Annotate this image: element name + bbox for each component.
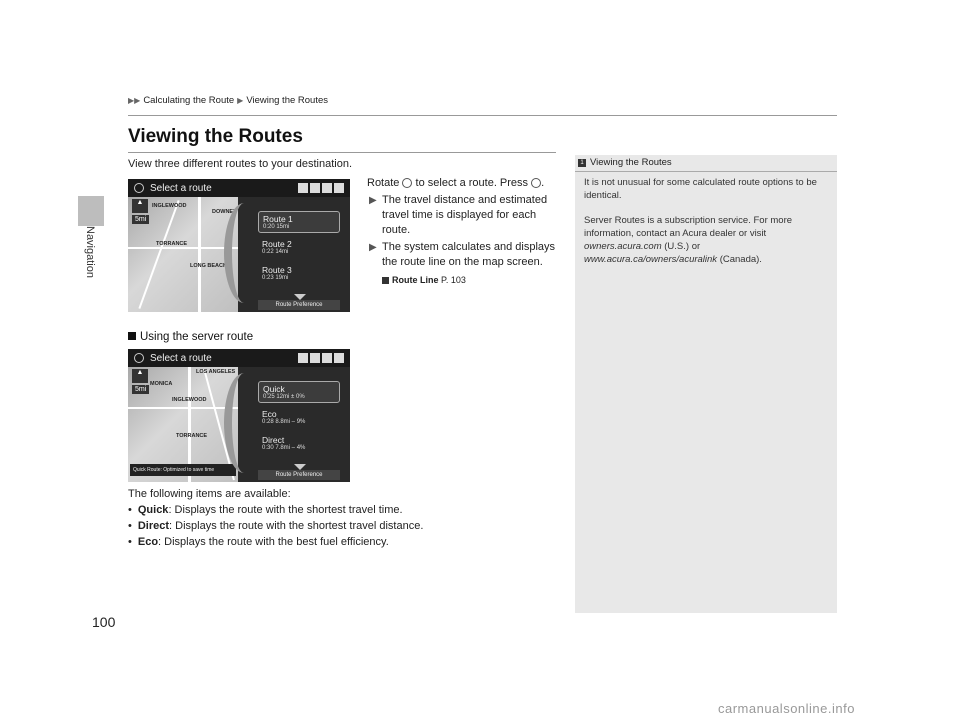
list-item: • Quick: Displays the route with the shortest travel time. — [128, 502, 423, 518]
divider — [128, 152, 556, 153]
route-option[interactable]: Route 3 0:23 19mi — [262, 265, 292, 281]
server-route-screen — [128, 349, 350, 482]
intro-text: View three different routes to your destination. — [128, 158, 353, 170]
instr-sub: ▶ The travel distance and estimated travel time is displayed for each route. — [369, 194, 548, 236]
screen-header — [128, 349, 350, 367]
route-panel — [238, 367, 350, 482]
link-acuralink[interactable]: www.acura.ca/owners/acuralink — [584, 254, 718, 265]
map-label: INGLEWOOD — [172, 397, 207, 403]
note-icon: 1 — [578, 159, 586, 167]
chevron-right-icon: ▶ — [237, 96, 244, 105]
status-icons — [298, 183, 344, 193]
arrow-right-icon: ▶ — [369, 242, 377, 253]
instr-sub: ▶ The system calculates and displays the route line on the map screen. — [369, 241, 556, 268]
route-option-quick[interactable]: Quick 0:25 12mi ± 0% — [258, 381, 340, 403]
press-icon — [531, 178, 541, 188]
map-label: TORRANCE — [176, 433, 208, 439]
route-panel — [238, 197, 350, 312]
map-label: TORRANCE — [156, 241, 188, 247]
reference-icon — [382, 277, 389, 284]
route-option-direct[interactable]: Direct 0:30 7.8mi – 4% — [262, 435, 306, 451]
home-icon — [134, 353, 144, 363]
map-label: LOS ANGELES — [196, 369, 236, 375]
divider — [575, 171, 837, 172]
map-scale: 5mi — [132, 385, 149, 394]
note-text: It is not unusual for some calculated route options to be identical. Server Routes is a subscription service. For more information, contact an Acura dealer or visit owners.acura.com (U.S.) or www.acura.ca/owners/acuralink (Canada). — [584, 177, 817, 265]
instructions: Rotate to select a route. Press . ▶ The travel distance and estimated travel time is displayed for each route. ▶ The system calculates and displays the route line on the map screen. Route Line P. 103 — [367, 176, 557, 288]
cross-reference[interactable]: Route Line P. 103 — [367, 273, 557, 288]
route-preference-button[interactable]: Route Preference — [258, 300, 340, 310]
section-heading: Using the server route — [128, 331, 253, 343]
note-title: 1 Viewing the Routes — [575, 157, 837, 168]
compass-icon: ▲ — [132, 369, 148, 383]
compass-icon: ▲ — [132, 199, 148, 213]
breadcrumb — [128, 95, 328, 106]
instr-rotate-suffix: to select a route. Press — [415, 177, 529, 189]
watermark: carmanualsonline.info — [718, 701, 855, 716]
list-item: • Direct: Displays the route with the shortest travel distance. — [128, 518, 423, 534]
section-tab — [78, 196, 104, 226]
status-icons — [298, 353, 344, 363]
screen-title: Select a route — [150, 352, 212, 364]
map-label: MONICA — [150, 381, 173, 387]
breadcrumb-item[interactable]: Viewing the Routes — [246, 95, 328, 106]
page-title: Viewing the Routes — [128, 126, 303, 147]
breadcrumb-item[interactable]: Calculating the Route — [143, 95, 235, 106]
route-select-screen — [128, 179, 350, 312]
route-option[interactable]: Route 2 0:22 14mi — [262, 239, 292, 255]
items-list — [128, 502, 423, 550]
chevron-right-icon: ▶▶ — [128, 96, 141, 105]
page-number: 100 — [92, 614, 116, 630]
dial-icon — [402, 178, 412, 188]
link-owners[interactable]: owners.acura.com — [584, 241, 662, 252]
home-icon — [134, 183, 144, 193]
screen-header — [128, 179, 350, 197]
square-bullet-icon — [128, 332, 136, 340]
items-intro: The following items are available: — [128, 488, 291, 500]
map-label: DOWNEY — [212, 209, 237, 215]
list-item: • Eco: Displays the route with the best fuel efficiency. — [128, 534, 423, 550]
map-scale: 5mi — [132, 215, 149, 224]
divider — [128, 115, 837, 116]
map-label: LONG BEACH — [190, 263, 227, 269]
route-preference-button[interactable]: Route Preference — [258, 470, 340, 480]
map-label: INGLEWOOD — [152, 203, 187, 209]
arrow-right-icon: ▶ — [369, 195, 377, 206]
sidebar-label: Navigation — [84, 226, 96, 278]
route-option[interactable]: Route 1 0:20 15mi — [258, 211, 340, 233]
route-caption: Quick Route: Optimized to save time — [130, 464, 236, 476]
route-option-eco[interactable]: Eco 0:28 8.8mi – 9% — [262, 409, 306, 425]
instr-rotate: Rotate — [367, 177, 400, 189]
screen-title: Select a route — [150, 182, 212, 194]
